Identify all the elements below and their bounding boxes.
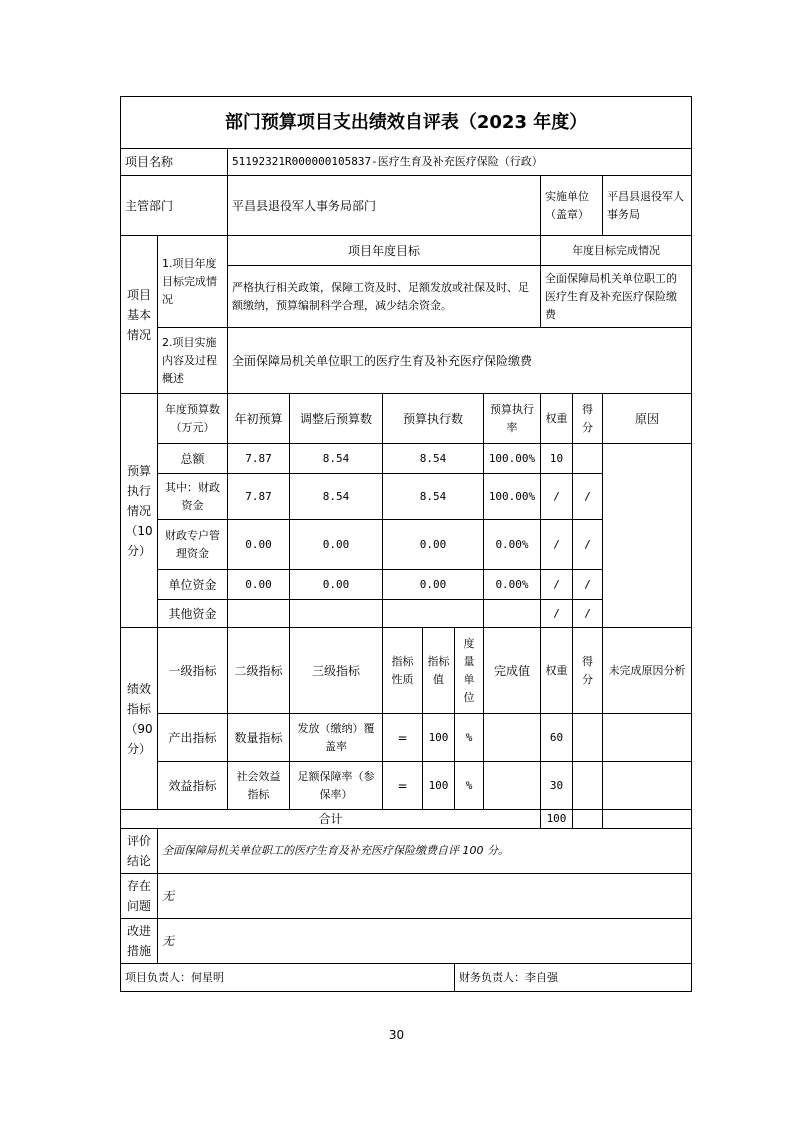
score-header: 得分 <box>573 628 603 714</box>
budget-row-label: 总额 <box>158 444 228 474</box>
indicator-level3: 足额保障率（参保率） <box>290 762 383 810</box>
indicator-unit: % <box>455 714 484 762</box>
budget-score: / <box>573 570 603 600</box>
process-row-label: 2.项目实施内容及过程概述 <box>158 328 228 394</box>
indicator-level2: 数量指标 <box>228 714 290 762</box>
budget-adjusted <box>290 600 383 628</box>
budget-row-label: 单位资金 <box>158 570 228 600</box>
budget-score: / <box>573 600 603 628</box>
budget-executed <box>383 600 484 628</box>
budget-executed: 0.00 <box>383 520 484 570</box>
budget-adjusted: 0.00 <box>290 520 383 570</box>
budget-executed: 0.00 <box>383 570 484 600</box>
basic-section-label: 项目基本情况 <box>121 236 158 394</box>
conclusion-text: 全面保障局机关单位职工的医疗生育及补充医疗保险缴费自评 100 分。 <box>158 829 692 874</box>
indicator-completed <box>484 762 541 810</box>
level2-header: 二级指标 <box>228 628 290 714</box>
measures-label: 改进措施 <box>121 919 158 964</box>
budget-score: / <box>573 474 603 520</box>
total-score <box>573 810 603 829</box>
unit-value: 平昌县退役军人事务局 <box>603 176 692 236</box>
unit-header: 度量单位 <box>455 628 484 714</box>
issues-text: 无 <box>158 874 692 919</box>
initial-header: 年初预算 <box>228 394 290 444</box>
indicator-nature: = <box>383 714 423 762</box>
value-header: 指标值 <box>423 628 455 714</box>
indicator-weight: 60 <box>541 714 573 762</box>
rate-header: 预算执行率 <box>484 394 541 444</box>
budget-adjusted: 0.00 <box>290 570 383 600</box>
budget-row-label: 其他资金 <box>158 600 228 628</box>
dept-label: 主管部门 <box>121 176 228 236</box>
level1-header: 一级指标 <box>158 628 228 714</box>
budget-score: / <box>573 520 603 570</box>
indicator-reason <box>603 714 692 762</box>
indicator-weight: 30 <box>541 762 573 810</box>
budget-initial: 7.87 <box>228 474 290 520</box>
indicator-level2: 社会效益指标 <box>228 762 290 810</box>
budget-initial: 7.87 <box>228 444 290 474</box>
completion-header: 年度目标完成情况 <box>541 236 692 266</box>
dept-value: 平昌县退役军人事务局部门 <box>228 176 541 236</box>
budget-adjusted: 8.54 <box>290 474 383 520</box>
budget-adjusted: 8.54 <box>290 444 383 474</box>
reason-header: 原因 <box>603 394 692 444</box>
completed-header: 完成值 <box>484 628 541 714</box>
weight-header: 权重 <box>541 394 573 444</box>
total-label: 合计 <box>121 810 541 829</box>
budget-weight: / <box>541 570 573 600</box>
score-header: 得分 <box>573 394 603 444</box>
performance-section-label: 绩效指标（90分） <box>121 628 158 810</box>
indicator-level3: 发放（缴纳）覆盖率 <box>290 714 383 762</box>
budget-weight: / <box>541 600 573 628</box>
unit-label: 实施单位（盖章） <box>541 176 603 236</box>
finance-lead: 财务负责人：李自强 <box>455 964 692 992</box>
indicator-completed <box>484 714 541 762</box>
page-number: 30 <box>388 1028 405 1042</box>
budget-initial: 0.00 <box>228 520 290 570</box>
budget-score <box>573 444 603 474</box>
issues-label: 存在问题 <box>121 874 158 919</box>
project-lead: 项目负责人：何星明 <box>121 964 455 992</box>
budget-rate: 0.00% <box>484 520 541 570</box>
budget-rate: 100.00% <box>484 444 541 474</box>
indicator-unit: % <box>455 762 484 810</box>
total-weight: 100 <box>541 810 573 829</box>
self-evaluation-table <box>120 96 692 992</box>
executed-header: 预算执行数 <box>383 394 484 444</box>
budget-reason <box>603 444 692 628</box>
budget-row-label: 其中：财政资金 <box>158 474 228 520</box>
nature-header: 指标性质 <box>383 628 423 714</box>
goal-header: 项目年度目标 <box>228 236 541 266</box>
budget-weight: / <box>541 474 573 520</box>
indicator-value: 100 <box>423 714 455 762</box>
adjusted-header: 调整后预算数 <box>290 394 383 444</box>
page-title: 部门预算项目支出绩效自评表（2023 年度） <box>121 97 692 149</box>
level3-header: 三级指标 <box>290 628 383 714</box>
budget-initial <box>228 600 290 628</box>
indicator-level1: 产出指标 <box>158 714 228 762</box>
budget-weight: / <box>541 520 573 570</box>
budget-rate <box>484 600 541 628</box>
budget-row-label: 财政专户管理资金 <box>158 520 228 570</box>
budget-rate: 0.00% <box>484 570 541 600</box>
project-name-value: 51192321R000000105837-医疗生育及补充医疗保险（行政） <box>228 149 692 176</box>
amount-header: 年度预算数（万元） <box>158 394 228 444</box>
goal-row-label: 1.项目年度目标完成情况 <box>158 236 228 328</box>
budget-executed: 8.54 <box>383 444 484 474</box>
budget-executed: 8.54 <box>383 474 484 520</box>
budget-initial: 0.00 <box>228 570 290 600</box>
indicator-score <box>573 714 603 762</box>
indicator-reason <box>603 762 692 810</box>
budget-weight: 10 <box>541 444 573 474</box>
goal-text: 严格执行相关政策，保障工资及时、足额发放或社保及时、足额缴纳，预算编制科学合理，减少结余资金。 <box>228 266 541 328</box>
reason-header: 未完成原因分析 <box>603 628 692 714</box>
process-text: 全面保障局机关单位职工的医疗生育及补充医疗保险缴费 <box>228 328 692 394</box>
measures-text: 无 <box>158 919 692 964</box>
indicator-score <box>573 762 603 810</box>
indicator-level1: 效益指标 <box>158 762 228 810</box>
budget-section-label: 预算执行情况（10分） <box>121 394 158 628</box>
conclusion-label: 评价结论 <box>121 829 158 874</box>
indicator-value: 100 <box>423 762 455 810</box>
weight-header: 权重 <box>541 628 573 714</box>
completion-text: 全面保障局机关单位职工的医疗生育及补充医疗保险缴费 <box>541 266 692 328</box>
total-reason <box>603 810 692 829</box>
budget-rate: 100.00% <box>484 474 541 520</box>
project-name-label: 项目名称 <box>121 149 228 176</box>
indicator-nature: = <box>383 762 423 810</box>
